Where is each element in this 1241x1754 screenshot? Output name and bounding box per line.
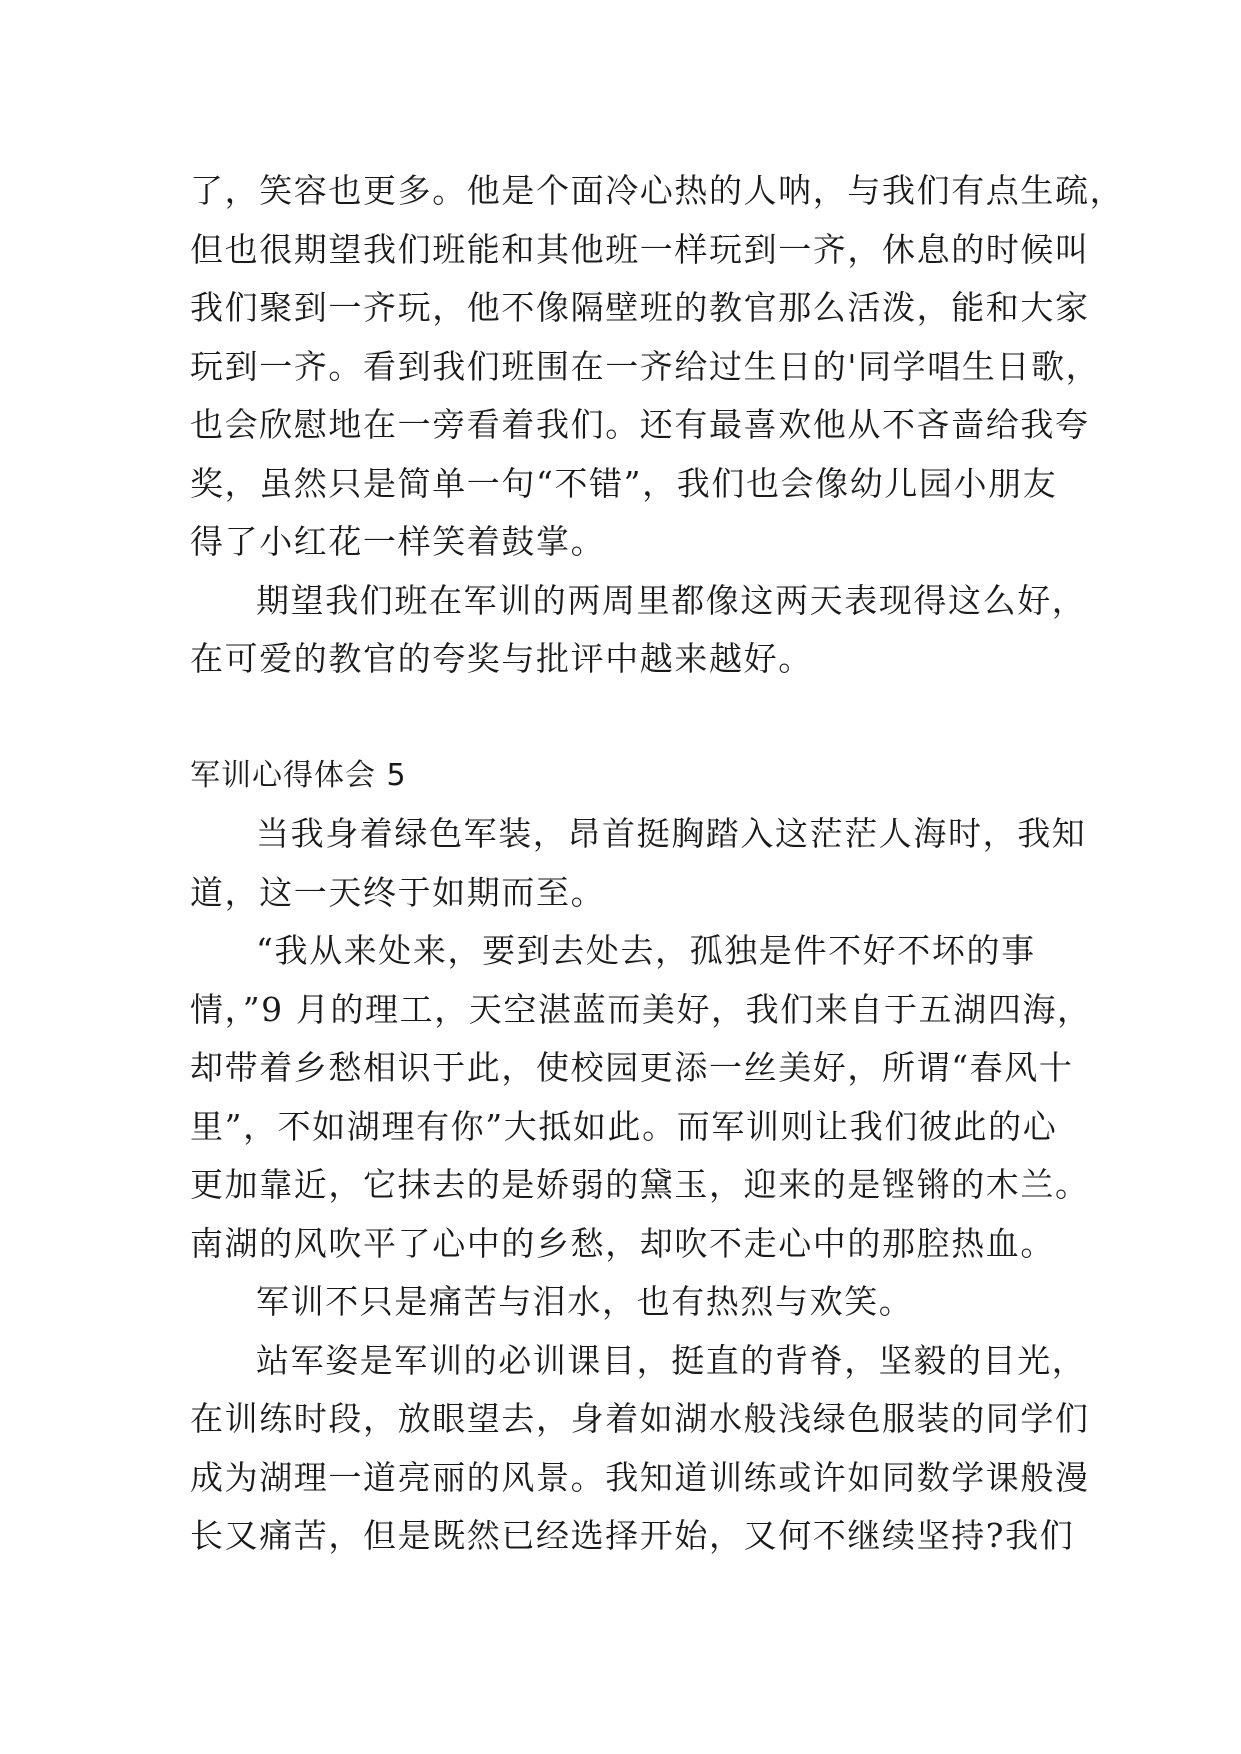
text-line: 军训不只是痛苦与泪水，也有热烈与欢笑。 (256, 1282, 914, 1321)
text-line: 站军姿是军训的必训课目，挺直的背脊，坚毅的目光， (256, 1340, 1087, 1380)
text-line: 得了小红花一样笑着鼓掌。 (190, 522, 606, 561)
text-line: 玩到一齐。看到我们班围在一齐给过生日的'同学唱生日歌， (190, 346, 1101, 386)
text-line: 但也很期望我们班能和其他班一样玩到一齐，休息的时候叫 (190, 229, 1090, 269)
paragraph (190, 922, 1092, 1273)
text-line: 情，”9 月的理工，天空湛蓝而美好，我们来自于五湖四海， (190, 989, 1092, 1029)
text-line: 长又痛苦，但是既然已经选择开始，又何不继续坚持?我们 (190, 1516, 1075, 1555)
paragraph-continued (190, 162, 1125, 572)
text-line: 道，这一天终于如期而至。 (190, 872, 606, 912)
paragraph (190, 572, 1087, 689)
text-line: 我们聚到一齐玩，他不像隔壁班的教官那么活泼，能和大家 (190, 288, 1090, 327)
text-line: 更加靠近，它抹去的是娇弱的黛玉，迎来的是铿锵的木兰。 (190, 1165, 1090, 1204)
text-line: 南湖的风吹平了心中的乡愁，却吹不走心中的那腔热血。 (190, 1223, 1055, 1263)
text-line: 当我身着绿色军装，昂首挺胸踏入这茫茫人海时，我知 (256, 814, 1087, 853)
paragraph (190, 1273, 1070, 1332)
document-body (190, 162, 1125, 1566)
paragraph (190, 1332, 1090, 1566)
text-line: 了，笑容也更多。他是个面冷心热的人呐，与我们有点生疏， (190, 171, 1125, 210)
text-line: 奖，虽然只是简单一句“不错”，我们也会像幼儿园小朋友 (190, 463, 1058, 503)
paragraph (190, 805, 1087, 922)
text-line: 在训练时段，放眼望去，身着如湖水般浅绿色服装的同学们 (190, 1399, 1090, 1438)
text-line: “我从来处来，要到去处去，孤独是件不好不坏的事 (256, 931, 1036, 970)
text-line: 里”，不如湖理有你”大抵如此。而军训则让我们彼此的心 (190, 1106, 1058, 1146)
text-line: 成为湖理一道亮丽的风景。我知道训练或许如同数学课般漫 (190, 1457, 1090, 1497)
text-line: 却带着乡愁相识于此，使校园更添一丝美好，所谓“春风十 (190, 1048, 1074, 1087)
blank-line (190, 689, 1070, 747)
text-line: 在可爱的教官的夸奖与批评中越来越好。 (190, 639, 813, 678)
text-line: 期望我们班在军训的两周里都像这两天表现得这么好， (256, 580, 1087, 620)
text-line: 也会欣慰地在一旁看着我们。还有最喜欢他从不吝啬给我夸 (190, 405, 1090, 444)
section-heading: 军训心得体会 5 (190, 757, 407, 793)
